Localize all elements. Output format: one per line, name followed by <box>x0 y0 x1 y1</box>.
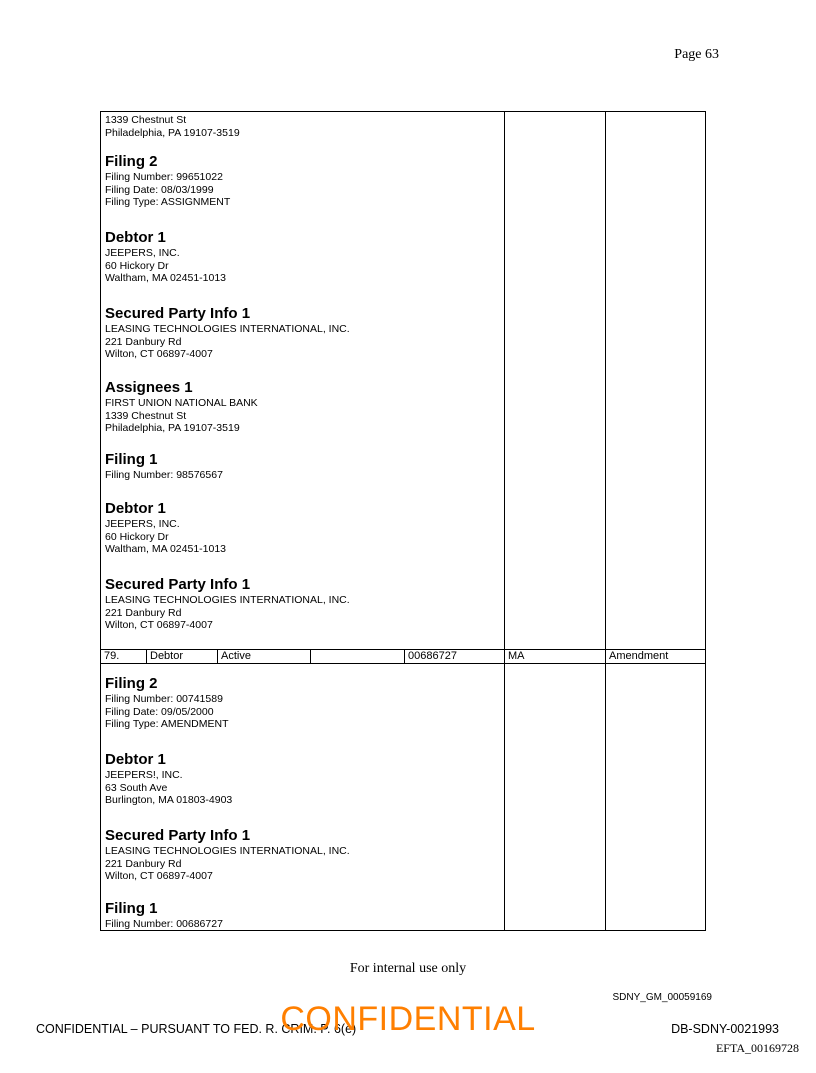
section-heading: Filing 2 <box>105 153 158 170</box>
bottom-filing-1-block <box>105 901 223 931</box>
top-debtor-1-block <box>105 230 226 285</box>
bottom-debtor-1-block <box>105 752 232 807</box>
record-status: Active <box>221 650 251 662</box>
internal-use-note: For internal use only <box>349 961 467 976</box>
top-filing-2-block <box>105 154 230 209</box>
detail-line: 1339 Chestnut St <box>105 409 187 422</box>
detail-line: 221 Danbury Rd <box>105 606 182 619</box>
top-secured-party-block-second <box>105 577 350 632</box>
address-line: 1339 Chestnut St <box>105 114 187 126</box>
column-divider <box>504 112 505 931</box>
detail-line: LEASING TECHNOLOGIES INTERNATIONAL, INC. <box>105 845 350 857</box>
detail-line: 63 South Ave <box>105 781 168 794</box>
top-assignees-block <box>105 380 258 435</box>
detail-line: Burlington, MA 01803-4903 <box>105 794 233 806</box>
record-type: Amendment <box>609 650 669 662</box>
detail-line: Filing Number: 00741589 <box>105 693 223 705</box>
bottom-secured-party-block <box>105 828 350 883</box>
column-divider <box>404 649 405 663</box>
section-heading: Filing 1 <box>105 900 158 917</box>
detail-line: Filing Type: AMENDMENT <box>105 718 229 730</box>
row-divider <box>101 663 705 664</box>
detail-line: 221 Danbury Rd <box>105 335 182 348</box>
efta-number: EFTA_00169728 <box>715 1041 799 1055</box>
detail-line: Waltham, MA 02451-1013 <box>105 272 227 284</box>
detail-line: LEASING TECHNOLOGIES INTERNATIONAL, INC. <box>105 594 350 606</box>
detail-line: JEEPERS, INC. <box>105 518 180 530</box>
column-divider <box>310 649 311 663</box>
page-number: Page 63 <box>674 47 719 62</box>
address-line: Philadelphia, PA 19107-3519 <box>105 126 240 139</box>
detail-line: Wilton, CT 06897-4007 <box>105 348 213 360</box>
detail-line: 60 Hickory Dr <box>105 259 169 272</box>
column-divider <box>146 649 147 663</box>
detail-line: Philadelphia, PA 19107-3519 <box>105 422 240 434</box>
bottom-filing-2-block <box>105 676 229 731</box>
section-heading: Secured Party Info 1 <box>105 576 251 593</box>
section-heading: Secured Party Info 1 <box>105 305 251 322</box>
detail-line: FIRST UNION NATIONAL BANK <box>105 397 258 409</box>
top-continued-address <box>105 114 240 139</box>
section-heading: Secured Party Info 1 <box>105 827 251 844</box>
bates-db-sdny: DB-SDNY-0021993 <box>671 1022 779 1036</box>
confidential-notice: CONFIDENTIAL – PURSUANT TO FED. R. CRIM. P. 6(e) <box>36 1022 357 1036</box>
column-divider <box>605 112 606 931</box>
top-secured-party-block <box>105 306 350 361</box>
section-heading: Debtor 1 <box>105 500 166 517</box>
detail-line: Filing Date: 08/03/1999 <box>105 183 214 196</box>
detail-line: 60 Hickory Dr <box>105 530 169 543</box>
top-filing-1-block <box>105 452 223 482</box>
section-heading: Filing 2 <box>105 675 158 692</box>
detail-line: JEEPERS!, INC. <box>105 769 183 781</box>
detail-line: LEASING TECHNOLOGIES INTERNATIONAL, INC. <box>105 323 350 335</box>
detail-line: 221 Danbury Rd <box>105 857 182 870</box>
detail-line: Waltham, MA 02451-1013 <box>105 543 227 555</box>
detail-line: JEEPERS, INC. <box>105 247 180 259</box>
bates-sdny-gm: SDNY_GM_00059169 <box>612 992 712 1003</box>
detail-line: Filing Number: 00686727 <box>105 918 223 930</box>
record-role: Debtor <box>150 650 184 662</box>
column-divider <box>217 649 218 663</box>
section-heading: Filing 1 <box>105 451 158 468</box>
record-number: 79. <box>104 650 120 662</box>
section-heading: Assignees 1 <box>105 379 193 396</box>
detail-line: Filing Number: 99651022 <box>105 171 223 183</box>
detail-line: Wilton, CT 06897-4007 <box>105 870 213 882</box>
detail-line: Filing Type: ASSIGNMENT <box>105 196 231 208</box>
detail-line: Filing Date: 09/05/2000 <box>105 705 214 718</box>
record-state: MA <box>508 650 525 662</box>
detail-line: Wilton, CT 06897-4007 <box>105 619 213 631</box>
confidential-watermark: CONFIDENTIAL <box>280 1000 536 1038</box>
top-debtor-1-block-second <box>105 501 226 556</box>
record-filing-number: 00686727 <box>408 650 457 662</box>
section-heading: Debtor 1 <box>105 751 166 768</box>
records-table <box>100 111 706 931</box>
section-heading: Debtor 1 <box>105 229 166 246</box>
detail-line: Filing Number: 98576567 <box>105 469 223 481</box>
